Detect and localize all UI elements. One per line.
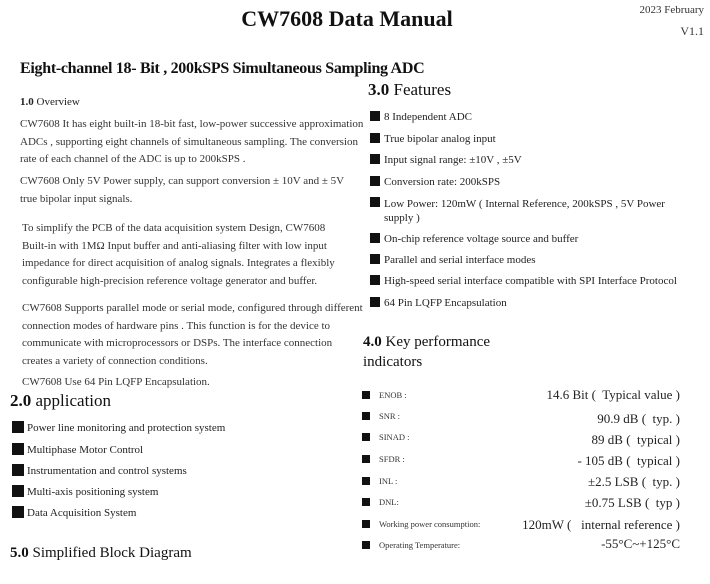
kpi-value: -55°C~+125°C [601, 536, 680, 551]
performance-title-line-2: indicators [363, 354, 423, 370]
feature-item-label: High-speed serial interface compatible with SPI Interface Protocol [384, 275, 677, 287]
performance-number: 4.0 [363, 334, 382, 350]
kpi-value: ±0.75 LSB ( typ ) [584, 495, 680, 510]
bullet-square-icon [12, 485, 24, 497]
bullet-square-icon [362, 498, 370, 506]
overview-number: 1.0 [20, 96, 34, 108]
kpi-label [362, 390, 407, 400]
text-line: configurable high-precision reference voltage generator and buffer. [22, 274, 318, 287]
bullet-square-icon [370, 176, 380, 186]
text-line: Built-in with 1MΩ Input buffer and anti-aliasing filter with low input [22, 239, 327, 252]
block-diagram-heading [10, 543, 192, 563]
overview-title: Overview [36, 96, 80, 108]
feature-item-label: Input signal range: ±10V , ±5V [384, 154, 522, 166]
text-line: ADCs , supporting eight channels of simultaneous sampling. The conversion [20, 135, 359, 148]
application-item [12, 486, 158, 498]
feature-item [370, 297, 507, 309]
kpi-label-text: ENOB : [379, 390, 407, 400]
bullet-square-icon [370, 154, 380, 164]
block-diagram-number: 5.0 [10, 545, 29, 561]
bullet-square-icon [12, 464, 24, 476]
application-heading [10, 391, 111, 411]
text-line: communicate with microprocessors or DSPs. The interface connection [22, 337, 333, 349]
bullet-square-icon [362, 391, 370, 399]
application-item-label: Data Acquisition System [27, 507, 137, 519]
bullet-square-icon [370, 275, 380, 285]
kpi-label-text: SINAD : [379, 432, 410, 442]
feature-item [370, 197, 665, 225]
text-line: CW7608 Use 64 Pin LQFP Encapsulation. [22, 376, 210, 388]
text-line: true bipolar input signals. [20, 192, 133, 205]
block-diagram-title: Simplified Block Diagram [32, 545, 192, 561]
kpi-label-text: DNL: [379, 497, 399, 507]
feature-item [370, 275, 677, 287]
text-line: rate of each channel of the ADC is up to 200kSPS . [20, 153, 246, 165]
bullet-square-icon [362, 520, 370, 528]
application-item-label: Multiphase Motor Control [27, 444, 144, 456]
application-item [12, 465, 187, 477]
application-item [12, 444, 143, 456]
kpi-value: - 105 dB ( typical ) [577, 453, 680, 468]
feature-item-label: Conversion rate: 200kSPS [384, 176, 501, 188]
kpi-label [362, 411, 400, 421]
text-line: supply ) [384, 212, 420, 224]
kpi-label [362, 540, 460, 550]
overview-heading [20, 96, 80, 108]
document-title: CW7608 Data Manual [241, 6, 453, 31]
text-line: To simplify the PCB of the data acquisition system Design, CW7608 [22, 222, 326, 234]
text-line: Low Power: 120mW ( Internal Reference, 200kSPS , 5V Power [384, 198, 665, 210]
document-subtitle: Eight-channel 18- Bit , 200kSPS Simultaneous Sampling ADC [20, 60, 425, 77]
bullet-square-icon [362, 455, 370, 463]
text-line: CW7608 Supports parallel mode or serial mode, configured through different [22, 302, 363, 314]
bullet-square-icon [12, 443, 24, 455]
feature-item [370, 133, 496, 145]
bullet-square-icon [362, 412, 370, 420]
bullet-square-icon [370, 297, 380, 307]
bullet-square-icon [12, 506, 24, 518]
kpi-label [362, 454, 405, 464]
document-version: V1.1 [680, 24, 704, 38]
kpi-label-text: Operating Temperature: [379, 540, 461, 550]
application-item [12, 422, 225, 434]
feature-item-label: 8 Independent ADC [384, 111, 472, 123]
bullet-square-icon [12, 421, 24, 433]
overview-paragraph-5 [22, 374, 210, 392]
kpi-label-text: Working power consumption: [379, 519, 481, 529]
document-date: 2023 February [639, 4, 704, 16]
application-item-label: Instrumentation and control systems [27, 465, 187, 477]
performance-heading [363, 332, 490, 372]
bullet-square-icon [370, 111, 380, 121]
kpi-value: 120mW ( internal reference ) [522, 517, 680, 532]
bullet-square-icon [370, 197, 380, 207]
feature-item-label: Parallel and serial interface modes [384, 254, 536, 266]
features-heading [368, 80, 451, 100]
kpi-label-text: SFDR : [379, 454, 405, 464]
features-title: Features [393, 80, 452, 99]
application-number: 2.0 [10, 391, 32, 410]
performance-title-line-1: Key performance [385, 334, 491, 350]
feature-item [370, 176, 500, 188]
kpi-label [362, 432, 409, 442]
bullet-square-icon [370, 133, 380, 143]
feature-item-label: 64 Pin LQFP Encapsulation [384, 297, 507, 309]
feature-item-label: True bipolar analog input [384, 133, 496, 145]
application-title: application [35, 391, 112, 410]
kpi-value: ±2.5 LSB ( typ. ) [588, 474, 680, 489]
application-item [12, 507, 136, 519]
kpi-label [362, 519, 480, 529]
kpi-label [362, 497, 399, 507]
overview-paragraph-2 [20, 173, 344, 208]
text-line: CW7608 It has eight built-in 18-bit fast, low-power successive approximation [20, 118, 364, 130]
feature-item-label: On-chip reference voltage source and buffer [384, 233, 579, 245]
overview-paragraph-4 [22, 300, 363, 370]
kpi-value: 90.9 dB ( typ. ) [597, 411, 680, 426]
bullet-square-icon [370, 233, 380, 243]
text-line: impedance for direct acquisition of analog signals. Integrates a flexibly [22, 257, 335, 269]
text-line: creates a variety of connection conditions. [22, 354, 208, 367]
kpi-label-text: SNR : [379, 411, 401, 421]
feature-item [370, 111, 472, 123]
feature-item [370, 233, 578, 245]
bullet-square-icon [370, 254, 380, 264]
feature-item [370, 154, 522, 166]
feature-item-label [384, 197, 665, 225]
kpi-label-text: INL : [379, 476, 398, 486]
application-item-label: Multi-axis positioning system [27, 486, 159, 498]
features-number: 3.0 [368, 80, 390, 99]
feature-item [370, 254, 536, 266]
application-item-label: Power line monitoring and protection system [27, 422, 226, 434]
overview-paragraph-1 [20, 116, 363, 169]
bullet-square-icon [362, 541, 370, 549]
kpi-value: 14.6 Bit ( Typical value ) [546, 387, 680, 402]
kpi-value: 89 dB ( typical ) [591, 432, 680, 447]
bullet-square-icon [362, 433, 370, 441]
bullet-square-icon [362, 477, 370, 485]
overview-paragraph-3 [22, 220, 335, 290]
text-line: CW7608 Only 5V Power supply, can support conversion ± 10V and ± 5V [20, 175, 345, 187]
kpi-label [362, 476, 397, 486]
text-line: connection modes of hardware pins . This function is for the device to [22, 319, 331, 332]
